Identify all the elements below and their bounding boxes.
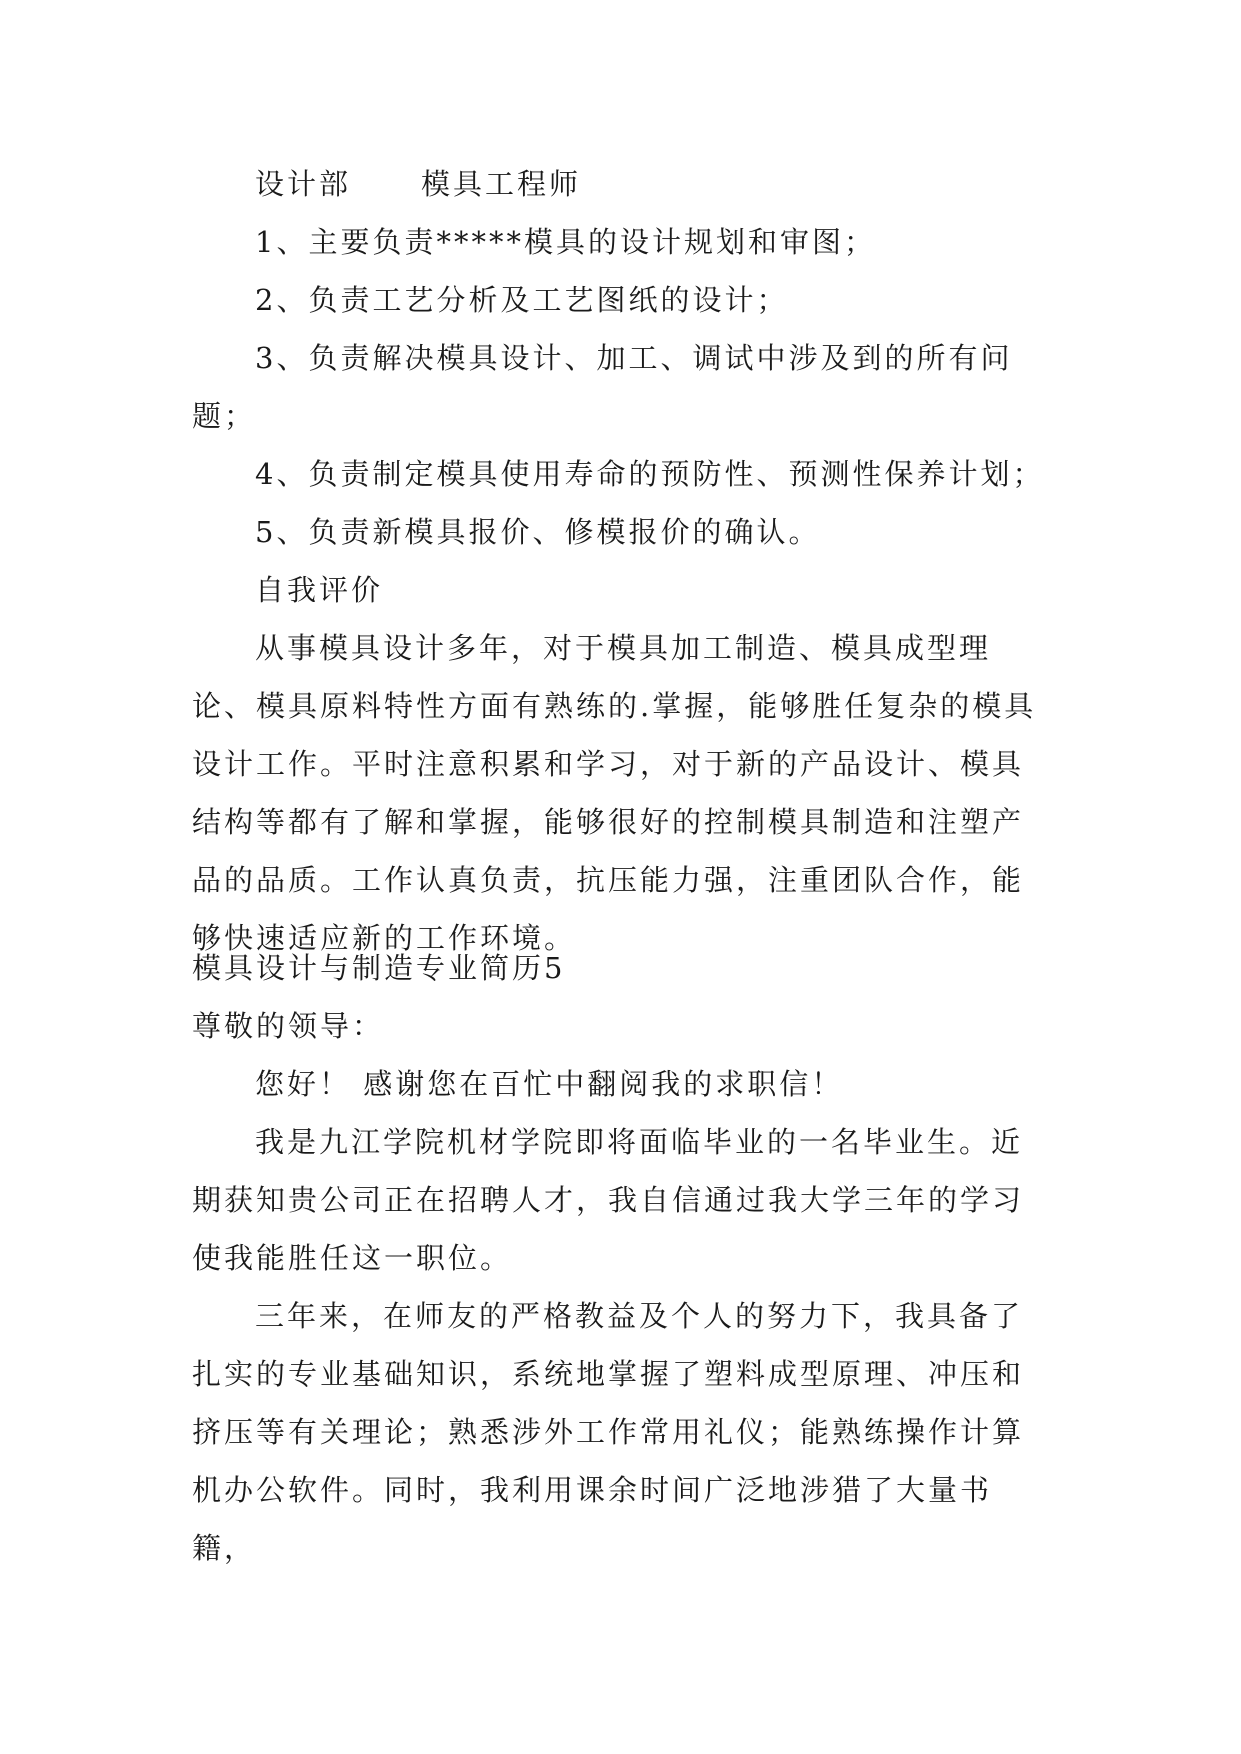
job-line (255, 155, 1115, 213)
greeting-line: 您好！ 感谢您在百忙中翻阅我的求职信！ (255, 1067, 844, 1101)
duty-item-4: 4、负责制定模具使用寿命的预防性、预测性保养计划； (255, 457, 1045, 491)
duty-item-3: 3、负责解决模具设计、加工、调试中涉及到的所有问题； (192, 341, 1013, 433)
study-paragraph: 三年来，在师友的严格教益及个人的努力下，我具备了扎实的专业基础知识，系统地掌握了塑料成型原理、冲压和挤压等有关理论；熟悉涉外工作常用礼仪；能熟练操作计算机办公软件。同时，我利用课余时间广泛地涉猎了大量书籍， (192, 1299, 1025, 1565)
duty-item-1: 1、主要负责*****模具的设计规划和审图； (255, 225, 876, 259)
resume-heading: 模具设计与制造专业简历5 (192, 951, 566, 985)
department-label: 设计部 (255, 167, 352, 201)
duty-item-2: 2、负责工艺分析及工艺图纸的设计； (255, 283, 789, 317)
position-label: 模具工程师 (421, 167, 582, 201)
intro-paragraph: 我是九江学院机材学院即将面临毕业的一名毕业生。近期获知贵公司正在招聘人才，我自信通过我大学三年的学习使我能胜任这一职位。 (192, 1125, 1025, 1275)
salutation: 尊敬的领导： (192, 1009, 385, 1043)
duty-item-5: 5、负责新模具报价、修模报价的确认。 (255, 515, 821, 549)
self-evaluation-paragraph: 从事模具设计多年，对于模具加工制造、模具成型理论、模具原料特性方面有熟练的.掌握，能够胜任复杂的模具设计工作。平时注意积累和学习，对于新的产品设计、模具结构等都有了解和掌握，能够很好的控制模具制造和注塑产品的品质。工作认真负责，抗压能力强，注重团队合作，能够快速适应新的工作环境。 (192, 631, 1037, 955)
self-evaluation-heading: 自我评价 (255, 573, 384, 607)
